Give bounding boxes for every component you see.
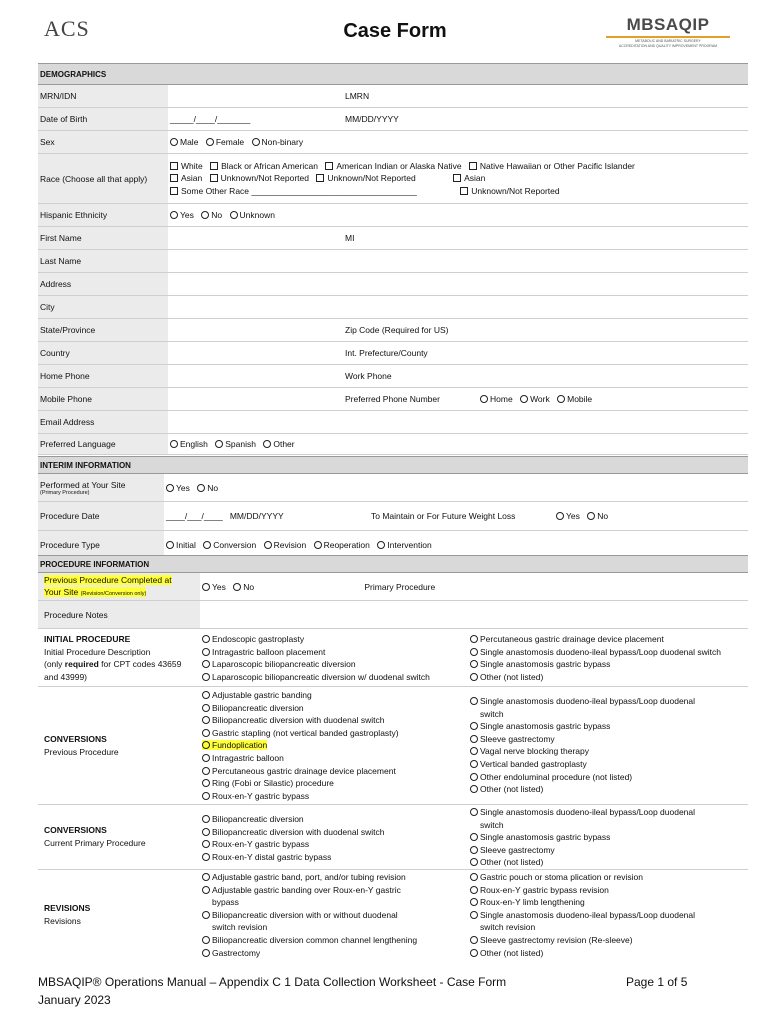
sex-label: Sex (38, 131, 168, 154)
procedure-table (38, 555, 748, 959)
address-field[interactable] (168, 273, 748, 296)
rev-opt-pouch[interactable]: Gastric pouch or stoma plication or revision (470, 871, 746, 884)
pref-phone-options (478, 388, 748, 411)
lmrn-label: LMRN (343, 85, 478, 108)
work-phone-label: Work Phone (343, 365, 478, 388)
section-interim: INTERIM INFORMATION (38, 457, 748, 474)
sex-female-radio[interactable]: Female (206, 137, 244, 147)
conv-prev-opt-7[interactable]: Percutaneous gastric drainage device placement (202, 765, 466, 778)
rev-opt-bpd-channel[interactable]: Biliopancreatic diversion common channel lengthening (202, 934, 466, 947)
proc-type-revision-radio[interactable]: Revision (264, 540, 307, 550)
race-other-checkbox[interactable]: Some Other Race ___________________________________ (170, 186, 417, 196)
conv-prev-opt-9[interactable]: Roux-en-Y gastric bypass (202, 790, 466, 803)
conversions-prev-label: CONVERSIONS Previous Procedure (38, 687, 200, 805)
proc-type-initial-radio[interactable]: Initial (166, 540, 196, 550)
proc-date-label: Procedure Date (38, 502, 164, 531)
footer-manual: MBSAQIP® Operations Manual – Appendix C 1 Data Collection Worksheet - Case Form (38, 975, 507, 989)
conv-cur-opt-4[interactable]: Roux-en-Y distal gastric bypass (202, 851, 466, 864)
home-phone-field[interactable] (168, 365, 343, 388)
performed-options (164, 474, 748, 502)
initial-opt-endoscopic[interactable]: Endoscopic gastroplasty (202, 633, 466, 646)
mi-field[interactable] (478, 227, 748, 250)
email-label: Email Address (38, 411, 168, 434)
city-field[interactable] (168, 296, 748, 319)
conv-prev-opt-8[interactable]: Ring (Fobi or Silastic) procedure (202, 777, 466, 790)
procedure-notes-field[interactable] (200, 601, 748, 629)
pref-phone-home-radio[interactable]: Home (480, 394, 513, 404)
rev-opt-ryg[interactable]: Roux-en-Y gastric bypass revision (470, 884, 746, 897)
hispanic-unknown-radio[interactable]: Unknown (230, 210, 275, 220)
language-spanish-radio[interactable]: Spanish (215, 439, 256, 449)
conversions-current-left-options (200, 805, 468, 870)
conversions-prev-left-options (200, 687, 468, 805)
conv-prev-opt-sadi[interactable]: Single anastomosis duodeno-ileal bypass/Loop duodenal (470, 695, 746, 708)
conversions-current-label: CONVERSIONS Current Primary Procedure (38, 805, 200, 870)
demographics-table (38, 63, 748, 455)
conv-prev-opt-1[interactable]: Adjustable gastric banding (202, 689, 466, 702)
dob-field[interactable]: _____/____/_______ (168, 108, 343, 131)
conversions-current-right-options: Single anastomosis duodeno-ileal bypass/Loop duodenal switch Single anastomosis gastric bypass Sleeve gastrectomy Other (not listed) (468, 805, 748, 870)
conv-prev-opt-4[interactable]: Gastric stapling (not vertical banded gastroplasty) (202, 727, 466, 740)
work-phone-field[interactable] (478, 365, 748, 388)
performed-label: Performed at Your Site (Primary Procedure) (38, 474, 164, 502)
conv-cur-opt-sagb[interactable]: Single anastomosis gastric bypass (470, 831, 746, 844)
conv-prev-opt-vagal[interactable]: Vagal nerve blocking therapy (470, 745, 746, 758)
mrn-field[interactable] (168, 85, 343, 108)
pref-phone-label: Preferred Phone Number (343, 388, 478, 411)
proc-date-field[interactable]: ____/___/____ MM/DD/YYYY (164, 502, 369, 531)
conv-prev-opt-vbg[interactable]: Vertical banded gastroplasty (470, 758, 746, 771)
rev-opt-limb[interactable]: Roux-en-Y limb lengthening (470, 896, 746, 909)
hispanic-label: Hispanic Ethnicity (38, 204, 168, 227)
lmrn-field[interactable] (478, 85, 748, 108)
county-label: Int. Prefecture/County (343, 342, 478, 365)
initial-opt-sadi[interactable]: Single anastomosis duodeno-ileal bypass/Loop duodenal switch (470, 646, 746, 659)
conv-cur-opt-sleeve[interactable]: Sleeve gastrectomy (470, 844, 746, 857)
conv-prev-opt-6[interactable]: Intragastric balloon (202, 752, 466, 765)
prev-completed-label: Previous Procedure Completed at Your Site (Revision/Conversion only) (38, 573, 200, 601)
conv-prev-opt-other[interactable]: Other (not listed) (470, 783, 746, 796)
hispanic-options (168, 204, 748, 227)
acs-logo: ACS (44, 16, 90, 41)
language-english-radio[interactable]: English (170, 439, 208, 449)
performed-no-radio[interactable]: No (197, 483, 218, 493)
initial-opt-lap-bpd[interactable]: Laparoscopic biliopancreatic diversion (202, 658, 466, 671)
proc-type-label: Procedure Type (38, 531, 164, 560)
race-unknown-checkbox-3[interactable]: Unknown/Not Reported (460, 186, 559, 196)
race-asian-checkbox[interactable]: Asian (170, 173, 202, 183)
home-phone-label: Home Phone (38, 365, 168, 388)
conv-prev-opt-sleeve[interactable]: Sleeve gastrectomy (470, 733, 746, 746)
first-name-field[interactable] (168, 227, 343, 250)
conv-prev-opt-3[interactable]: Biliopancreatic diversion with duodenal switch (202, 714, 466, 727)
footer-date: January 2023 (38, 993, 111, 1007)
primary-procedure-label: Primary Procedure (364, 581, 436, 592)
conv-prev-opt-endoluminal[interactable]: Other endoluminal procedure (not listed) (470, 771, 746, 784)
race-unknown-checkbox-1[interactable]: Unknown/Not Reported (210, 173, 309, 183)
sex-nonbinary-radio[interactable]: Non-binary (252, 137, 304, 147)
rev-opt-other[interactable]: Other (not listed) (470, 947, 746, 960)
last-name-label: Last Name (38, 250, 168, 273)
state-label: State/Province (38, 319, 168, 342)
conv-prev-opt-2[interactable]: Biliopancreatic diversion (202, 702, 466, 715)
revisions-left-options: Adjustable gastric band, port, and/or tubing revision Adjustable gastric banding over Roux-en-Y gastric bypass Biliopancreatic diversion with or without duodenal switch revision Biliopancreatic diversion common channel lengthening Gastrectomy (200, 869, 468, 959)
mobile-phone-field[interactable] (168, 388, 343, 411)
prev-completed-no-radio[interactable]: No (233, 582, 254, 592)
page-title: Case Form (343, 20, 447, 42)
initial-procedure-left-options (200, 629, 468, 687)
initial-opt-other[interactable]: Other (not listed) (470, 671, 746, 684)
mobile-phone-label: Mobile Phone (38, 388, 168, 411)
initial-opt-balloon[interactable]: Intragastric balloon placement (202, 646, 466, 659)
rev-opt-sadi[interactable]: Single anastomosis duodeno-ileal bypass/Loop duodenal (470, 909, 746, 922)
prev-completed-yes-radio[interactable]: Yes (202, 582, 226, 592)
country-label: Country (38, 342, 168, 365)
mbsaqip-logo: MBSAQIP METABOLIC AND BARIATRIC SURGERY ACCREDITATION AND QUALITY IMPROVEMENT PROGRAM (598, 15, 738, 49)
proc-type-reoperation-radio[interactable]: Reoperation (314, 540, 370, 550)
conv-cur-opt-sadi[interactable]: Single anastomosis duodeno-ileal bypass/Loop duodenal (470, 806, 746, 819)
email-field[interactable] (168, 411, 748, 434)
mrn-label: MRN/IDN (38, 85, 168, 108)
hispanic-yes-radio[interactable]: Yes (170, 210, 194, 220)
language-options (168, 434, 748, 455)
dob-format: MM/DD/YYYY (343, 108, 478, 131)
section-demographics: DEMOGRAPHICS (38, 64, 748, 85)
address-label: Address (38, 273, 168, 296)
country-field[interactable] (168, 342, 343, 365)
race-white-checkbox[interactable]: White (170, 161, 203, 171)
zip-field[interactable] (478, 319, 748, 342)
race-label: Race (Choose all that apply) (38, 154, 168, 204)
maintain-label: To Maintain or For Future Weight Loss (369, 502, 554, 531)
performed-yes-radio[interactable]: Yes (166, 483, 190, 493)
sex-male-radio[interactable]: Male (170, 137, 198, 147)
conv-cur-opt-3[interactable]: Roux-en-Y gastric bypass (202, 838, 466, 851)
maintain-yes-radio[interactable]: Yes (556, 511, 580, 521)
last-name-field[interactable] (168, 250, 748, 273)
sex-options (168, 131, 748, 154)
footer-page-number: Page 1 of 5 (626, 975, 688, 989)
primary-procedure-field[interactable] (468, 573, 748, 601)
rev-opt-band-ryg[interactable]: Adjustable gastric banding over Roux-en-Y gastric (202, 884, 466, 897)
maintain-no-radio[interactable]: No (587, 511, 608, 521)
revisions-label: REVISIONS Revisions (44, 903, 91, 926)
section-procedure: PROCEDURE INFORMATION (38, 556, 748, 573)
language-label: Preferred Language (38, 434, 168, 455)
hispanic-no-radio[interactable]: No (201, 210, 222, 220)
revisions-right-options: Gastric pouch or stoma plication or revision Roux-en-Y gastric bypass revision Roux-en-Y limb lengthening Single anastomosis duodeno-ileal bypass/Loop duodenal switch revision Sleeve gastrectomy revision (Re-sleeve) Other (not listed) (468, 869, 748, 959)
initial-procedure-right-options (468, 629, 748, 687)
prev-completed-options (200, 573, 468, 601)
proc-type-conversion-radio[interactable]: Conversion (203, 540, 256, 550)
race-pacific-islander-checkbox[interactable]: Native Hawaiian or Other Pacific Islander (469, 161, 635, 171)
pref-phone-mobile-radio[interactable]: Mobile (557, 394, 592, 404)
state-field[interactable] (168, 319, 343, 342)
zip-label: Zip Code (Required for US) (343, 319, 478, 342)
conversions-prev-right-options: Single anastomosis duodeno-ileal bypass/Loop duodenal switch Single anastomosis gastric bypass Sleeve gastrectomy Vagal nerve blocking therapy Vertical banded gastroplasty Other endoluminal procedure (not listed) Other (not listed) (468, 687, 748, 805)
city-label: City (38, 296, 168, 319)
rev-opt-resleeve[interactable]: Sleeve gastrectomy revision (Re-sleeve) (470, 934, 746, 947)
first-name-label: First Name (38, 227, 168, 250)
pref-phone-work-radio[interactable]: Work (520, 394, 550, 404)
proc-type-intervention-radio[interactable]: Intervention (377, 540, 431, 550)
conv-prev-opt-sagb[interactable]: Single anastomosis gastric bypass (470, 720, 746, 733)
race-options (168, 154, 748, 204)
race-asian-checkbox-2[interactable]: Asian (453, 173, 485, 183)
conv-cur-opt-other[interactable]: Other (not listed) (470, 856, 746, 869)
interim-table (38, 456, 748, 560)
page-footer (38, 973, 698, 1009)
language-other-radio[interactable]: Other (263, 439, 294, 449)
conv-cur-opt-1[interactable]: Biliopancreatic diversion (202, 813, 466, 826)
mi-label: MI (343, 227, 478, 250)
rev-opt-gastrectomy[interactable]: Gastrectomy (202, 947, 466, 960)
procedure-notes-label: Procedure Notes (38, 601, 200, 629)
initial-opt-percutaneous[interactable]: Percutaneous gastric drainage device placement (470, 633, 746, 646)
conv-prev-opt-fundoplication[interactable]: Fundoplication (202, 739, 466, 752)
rev-opt-band[interactable]: Adjustable gastric band, port, and/or tubing revision (202, 871, 466, 884)
initial-opt-lap-bpd-ds[interactable]: Laparoscopic biliopancreatic diversion w/ duodenal switch (202, 671, 466, 684)
rev-opt-bpd[interactable]: Biliopancreatic diversion with or without duodenal (202, 909, 466, 922)
race-native-american-checkbox[interactable]: American Indian or Alaska Native (325, 161, 461, 171)
initial-opt-sagb[interactable]: Single anastomosis gastric bypass (470, 658, 746, 671)
maintain-options (554, 502, 748, 531)
conv-cur-opt-2[interactable]: Biliopancreatic diversion with duodenal switch (202, 826, 466, 839)
initial-procedure-label: INITIAL PROCEDURE Initial Procedure Description (only required for CPT codes 43659 and 43999) (38, 629, 200, 687)
dob-label: Date of Birth (38, 108, 168, 131)
county-field[interactable] (478, 342, 748, 365)
race-black-checkbox[interactable]: Black or African American (210, 161, 318, 171)
race-unknown-checkbox-2[interactable]: Unknown/Not Reported (316, 173, 415, 183)
